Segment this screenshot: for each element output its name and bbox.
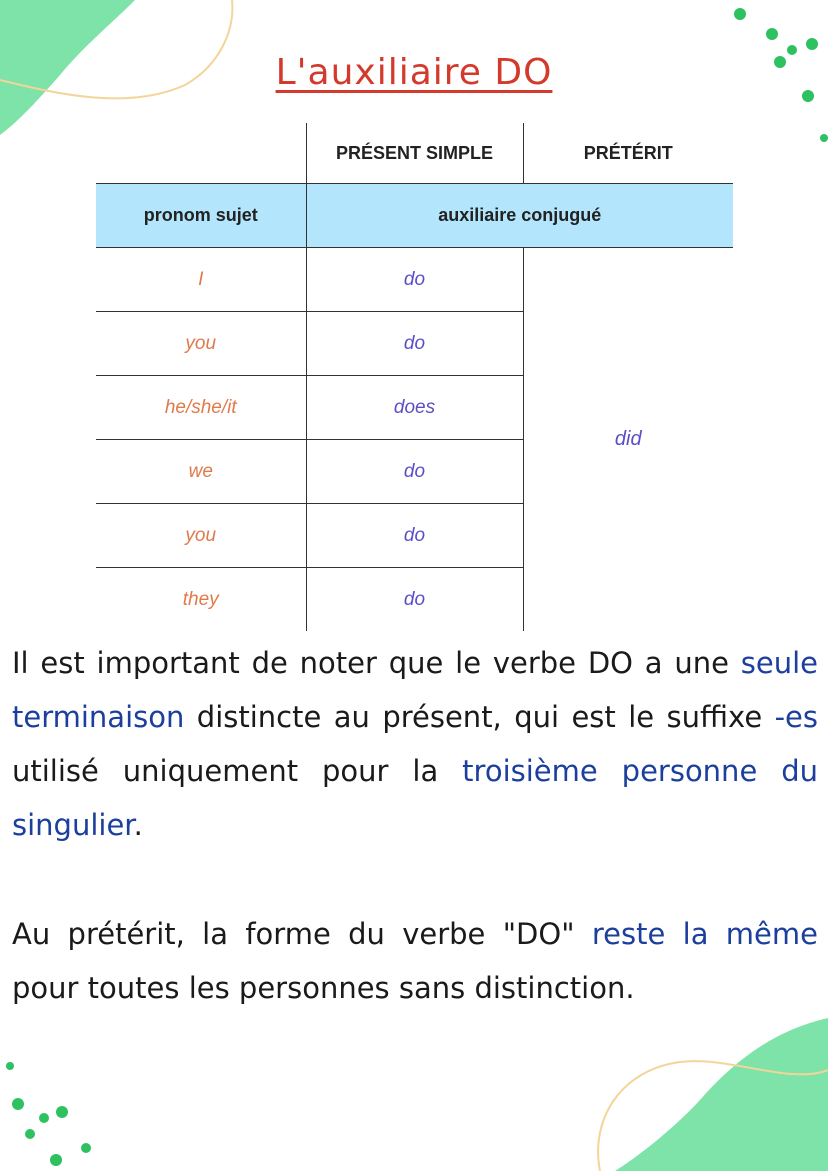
pronoun-cell: you	[96, 504, 306, 568]
header-pronom-sujet: pronom sujet	[96, 184, 306, 248]
empty-header-cell	[96, 123, 306, 184]
preterit-cell: did	[614, 428, 642, 450]
text-span: distincte au présent, qui est le suffixe	[184, 700, 775, 734]
pronoun-cell: I	[96, 248, 306, 312]
subheader-row	[96, 184, 733, 248]
text-span: utilisé uniquement pour la	[12, 754, 463, 788]
dot	[81, 1143, 91, 1153]
dot	[39, 1113, 49, 1123]
present-cell: do	[306, 568, 523, 632]
page-title: L'auxiliaire DO	[275, 52, 553, 93]
pronoun-cell: he/she/it	[96, 376, 306, 440]
dot	[806, 38, 818, 50]
dot	[12, 1098, 24, 1110]
text-span: pour toutes les personnes sans distinction.	[12, 971, 635, 1005]
present-cell: do	[306, 312, 523, 376]
header-preterit: PRÉTÉRIT	[523, 123, 733, 184]
explanation-paragraph-1	[12, 636, 818, 852]
present-cell: does	[306, 376, 523, 440]
header-auxiliaire-conjugue: auxiliaire conjugué	[306, 184, 733, 248]
column-header-row	[96, 123, 733, 184]
highlight-seule-terminaison: seule terminaison	[12, 646, 818, 734]
present-cell: do	[306, 248, 523, 312]
present-cell: do	[306, 440, 523, 504]
dot	[56, 1106, 68, 1118]
bottom-right-blob	[615, 1018, 828, 1171]
dot	[25, 1129, 35, 1139]
text-span: Il est important de noter que le verbe DO a une	[12, 646, 741, 680]
dot	[820, 134, 828, 142]
text-span: .	[133, 808, 143, 842]
dot	[766, 28, 778, 40]
dot	[734, 8, 746, 20]
pronoun-cell: they	[96, 568, 306, 632]
text-span: Au prétérit, la forme du verbe "DO"	[12, 917, 592, 951]
pronoun-cell: you	[96, 312, 306, 376]
dot	[6, 1062, 14, 1070]
explanation-paragraph-2	[12, 907, 818, 1015]
conjugation-table	[96, 123, 733, 631]
table-row	[96, 248, 733, 312]
present-cell: do	[306, 504, 523, 568]
header-present-simple: PRÉSENT SIMPLE	[306, 123, 523, 184]
dot	[50, 1154, 62, 1166]
pronoun-cell: we	[96, 440, 306, 504]
highlight-suffix-es: -es	[774, 700, 818, 734]
highlight-third-person-singular: troisième personne du singulier	[12, 754, 818, 842]
highlight-reste-la-meme: reste la même	[591, 917, 818, 951]
